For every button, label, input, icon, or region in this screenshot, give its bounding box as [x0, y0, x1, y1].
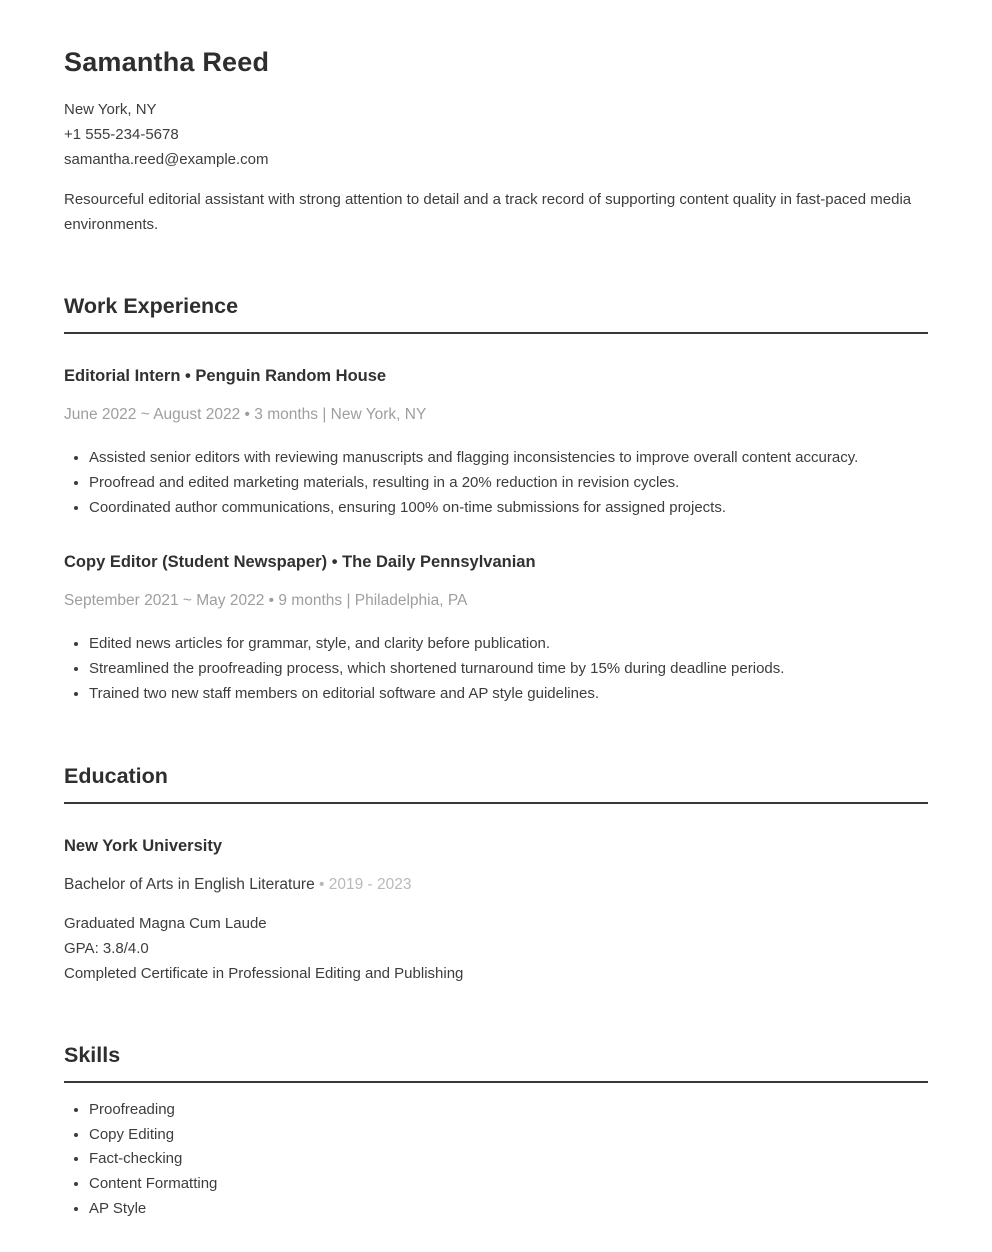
school-name: New York University — [64, 836, 223, 855]
skill-item: • Proofreading — [89, 1098, 928, 1123]
education-detail: Completed Certificate in Professional Editing and Publishing — [64, 964, 464, 982]
job-title: Editorial Intern — [64, 367, 181, 385]
job-meta: September 2021 ~ May 2022 • 9 months | Philadelphia, PA — [64, 592, 468, 610]
education-entry — [64, 836, 928, 986]
skills-list — [64, 1098, 928, 1222]
job-bullet: • Coordinated author communications, ensuring 100% on-time submissions for assigned projects. — [89, 496, 928, 521]
degree-title: Bachelor of Arts in English Literature — [64, 875, 315, 893]
title-separator: • — [185, 367, 191, 385]
contact-location: New York, NY — [64, 101, 157, 118]
job-title: Copy Editor (Student Newspaper) — [64, 553, 328, 572]
skill-item: • Copy Editing — [89, 1123, 928, 1148]
job-bullet: • Proofread and edited marketing materials, resulting in a 20% reduction in revision cycles. — [89, 471, 928, 496]
job-title-line — [64, 366, 928, 386]
education-detail: GPA: 3.8/4.0 — [64, 939, 149, 957]
job-bullet: • Trained two new staff members on editorial software and AP style guidelines. — [89, 682, 928, 707]
job-bullet: • Edited news articles for grammar, style, and clarity before publication. — [89, 632, 928, 657]
job-entry — [64, 366, 928, 520]
contact-email: samantha.reed@example.com — [64, 151, 269, 168]
title-separator: • — [331, 553, 338, 572]
section-heading-skills: Skills — [64, 1043, 928, 1083]
job-bullet-list — [64, 632, 928, 706]
summary-text: Resourceful editorial assistant with strong attention to detail and a track record of supporting content quality in fast-paced media environments. — [64, 191, 912, 233]
resume-name: Samantha Reed — [64, 47, 270, 77]
contact-block — [64, 97, 928, 172]
skill-item: • Fact-checking — [89, 1147, 928, 1172]
degree-line — [64, 875, 928, 895]
skill-item: • Content Formatting — [89, 1172, 928, 1197]
job-title-line — [64, 552, 928, 572]
education-detail: Graduated Magna Cum Laude — [64, 914, 267, 932]
education-details — [64, 911, 928, 986]
job-bullet: • Assisted senior editors with reviewing manuscripts and flagging inconsistencies to improve overall content accuracy. — [89, 446, 928, 471]
job-entry — [64, 552, 928, 706]
job-meta: June 2022 ~ August 2022 • 3 months | New York, NY — [64, 406, 427, 423]
section-heading-education: Education — [64, 764, 928, 804]
degree-dates: • 2019 - 2023 — [319, 875, 412, 893]
job-bullet-list — [64, 446, 928, 520]
job-bullet: • Streamlined the proofreading process, which shortened turnaround time by 15% during deadline periods. — [89, 657, 928, 682]
skill-item: • AP Style — [89, 1197, 928, 1222]
job-company: Penguin Random House — [195, 367, 387, 385]
section-heading-work: Work Experience — [64, 294, 928, 334]
job-company: The Daily Pennsylvanian — [342, 553, 536, 572]
contact-phone: +1 555-234-5678 — [64, 126, 179, 143]
